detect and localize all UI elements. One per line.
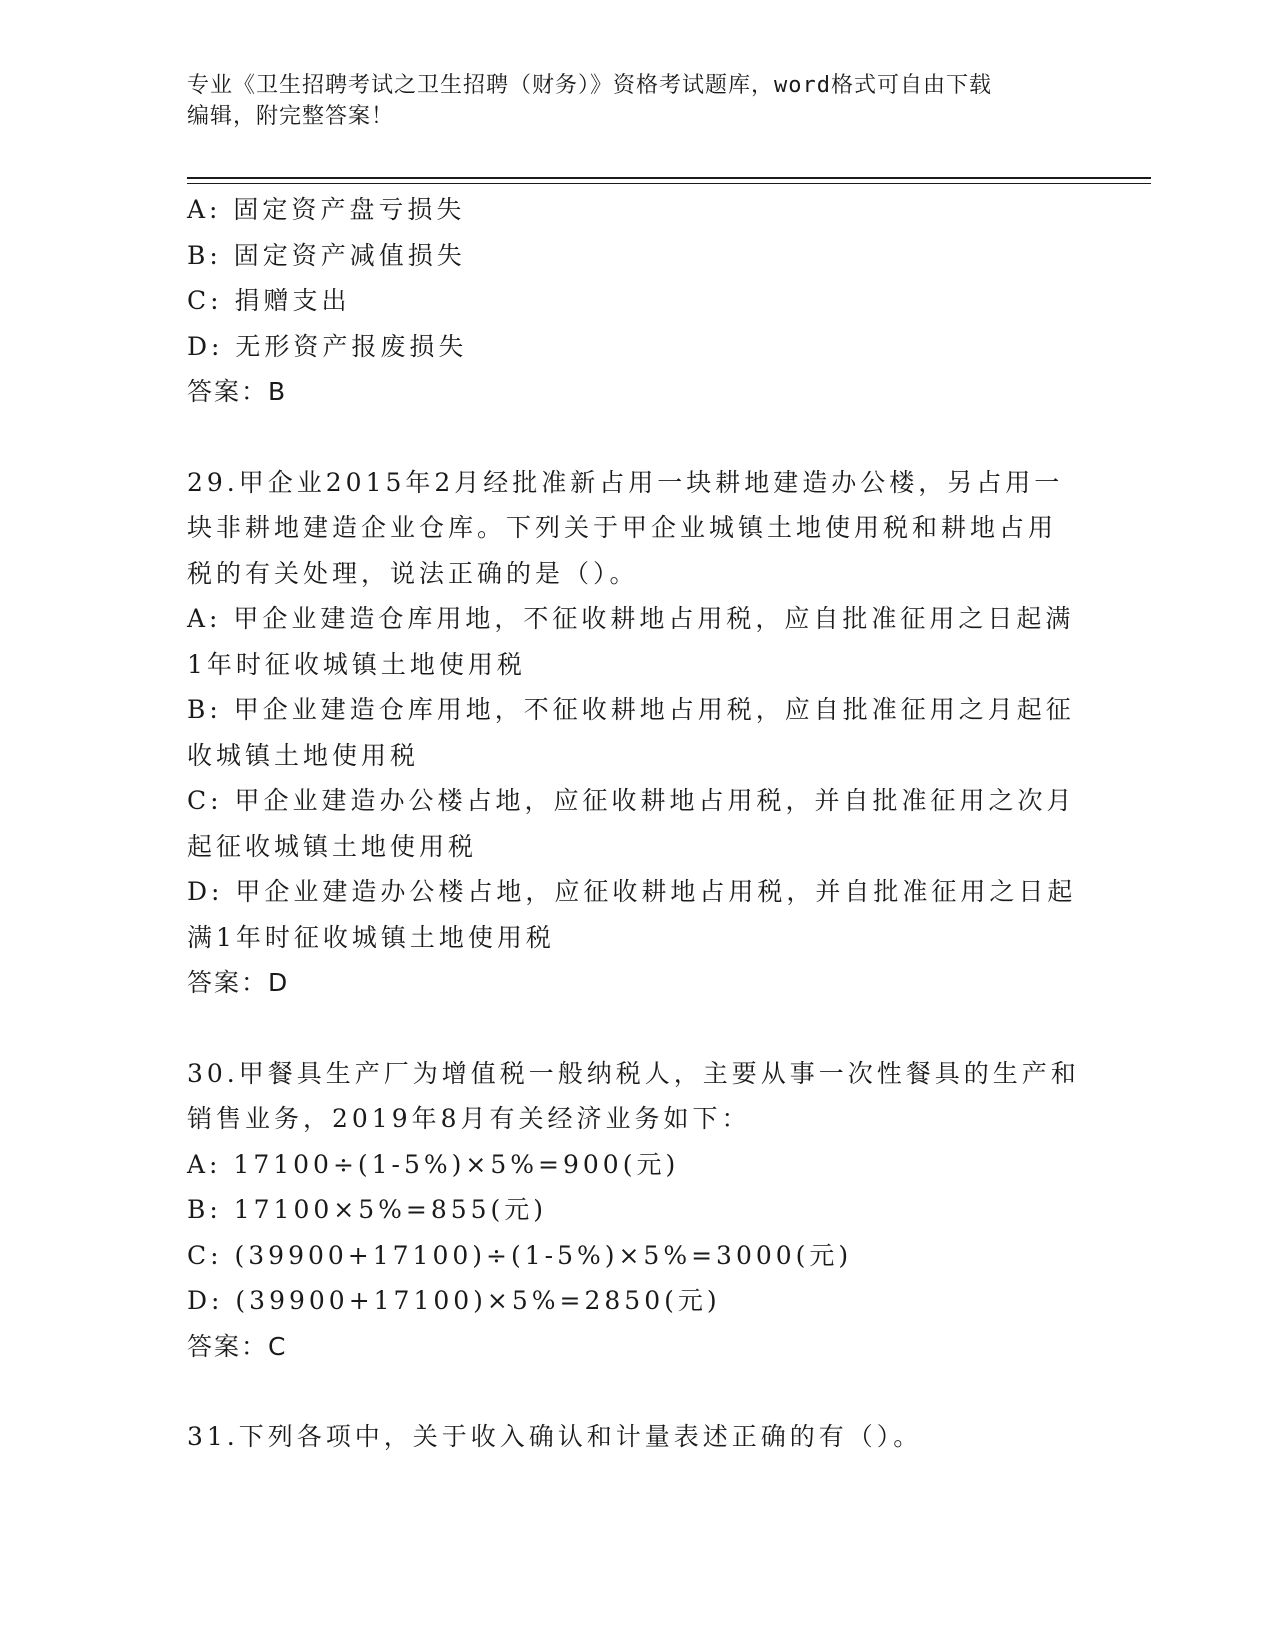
answer-line: 答案：B bbox=[187, 377, 288, 406]
header-rule-thick bbox=[187, 177, 1151, 179]
option-d-line-1: D: 甲企业建造办公楼占地，应征收耕地占用税，并自批准征用之日起 bbox=[187, 877, 1077, 906]
question-body bbox=[187, 187, 1087, 1460]
option-b: B: 17100×5%=855(元) bbox=[187, 1195, 548, 1224]
document-header bbox=[187, 70, 1067, 132]
question-stem-line: 块非耕地建造企业仓库。下列关于甲企业城镇土地使用税和耕地占用 bbox=[187, 513, 1058, 542]
option-a-line-2: 1年时征收城镇土地使用税 bbox=[187, 649, 526, 679]
answer-line: 答案：D bbox=[187, 968, 290, 997]
question-stem-line: 29.甲企业2015年2月经批准新占用一块耕地建造办公楼，另占用一 bbox=[187, 467, 1064, 497]
answer-line: 答案：C bbox=[187, 1331, 288, 1361]
spacer bbox=[187, 415, 1087, 460]
question-stem-line: 销售业务，2019年8月有关经济业务如下： bbox=[187, 1104, 751, 1133]
question-stem-line: 31.下列各项中，关于收入确认和计量表述正确的有（）。 bbox=[187, 1422, 923, 1451]
option-a: A: 固定资产盘亏损失 bbox=[187, 195, 466, 224]
option-b-line-1: B: 甲企业建造仓库用地，不征收耕地占用税，应自批准征用之月起征 bbox=[187, 695, 1075, 724]
option-c: C: (39900+17100)÷(1-5%)×5%=3000(元) bbox=[187, 1240, 853, 1270]
question-29 bbox=[187, 460, 1087, 1006]
option-d: D: 无形资产报废损失 bbox=[187, 331, 468, 361]
option-a: A: 17100÷(1-5%)×5%=900(元) bbox=[187, 1149, 680, 1179]
question-31 bbox=[187, 1414, 1087, 1460]
header-rule-thin bbox=[187, 183, 1151, 184]
option-a-line-1: A: 甲企业建造仓库用地，不征收耕地占用税，应自批准征用之日起满 bbox=[187, 604, 1075, 633]
spacer bbox=[187, 1369, 1087, 1414]
option-d-line-2: 满1年时征收城镇土地使用税 bbox=[187, 922, 555, 952]
question-stem-line: 30.甲餐具生产厂为增值税一般纳税人，主要从事一次性餐具的生产和 bbox=[187, 1058, 1080, 1088]
header-line-1: 专业《卫生招聘考试之卫生招聘（财务）》资格考试题库，word格式可自由下载 bbox=[187, 73, 992, 98]
option-d: D: (39900+17100)×5%=2850(元) bbox=[187, 1286, 721, 1315]
question-30 bbox=[187, 1051, 1087, 1370]
question-28-options bbox=[187, 187, 1087, 415]
spacer bbox=[187, 1006, 1087, 1051]
option-b-line-2: 收城镇土地使用税 bbox=[187, 740, 420, 770]
header-line-2: 编辑，附完整答案！ bbox=[187, 104, 395, 129]
option-c-line-2: 起征收城镇土地使用税 bbox=[187, 831, 478, 861]
option-c-line-1: C: 甲企业建造办公楼占地，应征收耕地占用税，并自批准征用之次月 bbox=[187, 786, 1076, 815]
option-c: C: 捐赠支出 bbox=[187, 286, 351, 315]
question-stem-line: 税的有关处理，说法正确的是（）。 bbox=[187, 558, 639, 588]
option-b: B: 固定资产减值损失 bbox=[187, 240, 466, 270]
